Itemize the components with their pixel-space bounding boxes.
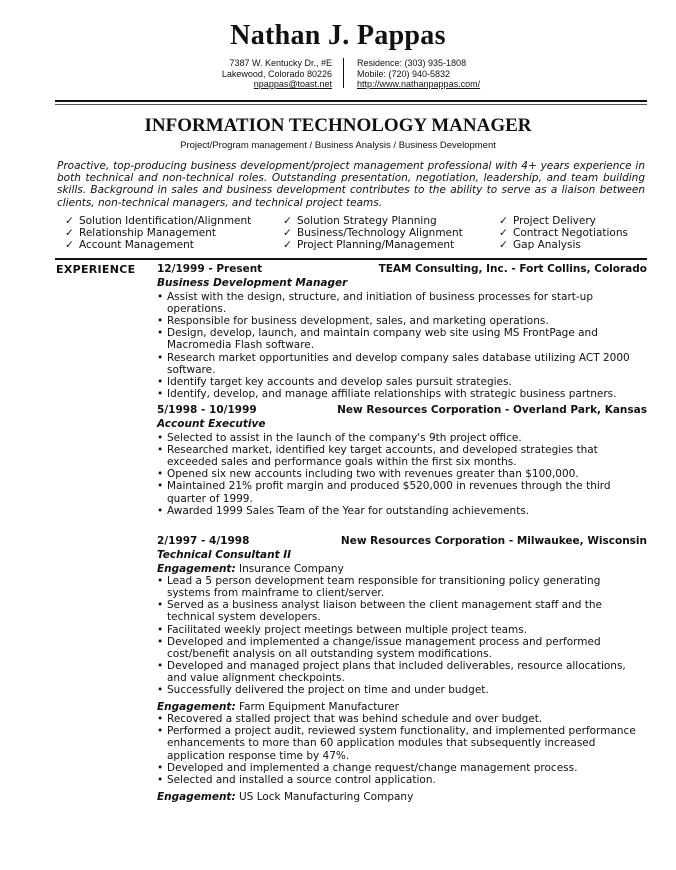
contact-phones — [357, 58, 480, 90]
skill-item: ✓ Business/Technology Alignment — [283, 227, 463, 240]
job-title: Technical Consultant II — [157, 549, 292, 561]
bullet-item: • Opened six new accounts including two with revenues greater than $100,000. — [157, 468, 647, 480]
bullet-item: • Identify target key accounts and develop sales pursuit strategies. — [157, 376, 647, 388]
check-icon: ✓ — [283, 239, 292, 252]
engagement-block — [157, 563, 647, 696]
header-rule-thick — [55, 100, 647, 102]
bullet-item: • Design, develop, launch, and maintain company web site using MS FrontPage and Macromedia Flash software. — [157, 327, 647, 351]
job-title: Business Development Manager — [157, 277, 348, 289]
engagement-block — [157, 791, 647, 803]
engagement-client: Insurance Company — [239, 563, 344, 576]
engagement-bullets — [157, 713, 647, 786]
summary-paragraph: Proactive, top-producing business development/project management professional with 4+ years experience in both technical and non-technical roles. Outstanding presentation, negotiation, leadership, and team building skills. Background in sales and business development contributes to the ability to serve as a liaison between clients, non-technical managers, and technical project teams. — [57, 160, 645, 209]
bullet-item: • Selected to assist in the launch of the company's 9th project office. — [157, 432, 647, 444]
check-icon: ✓ — [65, 227, 74, 240]
candidate-name: Nathan J. Pappas — [230, 20, 446, 51]
experience-heading: EXPERIENCE — [56, 263, 136, 276]
address-line-1: 7387 W. Kentucky Dr., #E — [229, 58, 332, 68]
residence-phone: Residence: (303) 935-1808 — [357, 58, 467, 68]
skill-item: ✓ Project Planning/Management — [283, 239, 455, 252]
skill-item: ✓ Account Management — [65, 239, 194, 252]
bullet-item: • Research market opportunities and develop company sales database utilizing ACT 2000 software. — [157, 352, 647, 376]
contact-divider — [343, 58, 344, 88]
experience-rule — [55, 258, 647, 260]
job-dates: 5/1998 - 10/1999 — [157, 404, 257, 416]
bullet-item: • Developed and implemented a change request/change management process. — [157, 762, 647, 774]
skills-column-2 — [283, 215, 463, 252]
skills-column-3 — [499, 215, 628, 252]
skill-item: ✓ Relationship Management — [65, 227, 216, 240]
check-icon: ✓ — [283, 227, 292, 240]
bullet-item: • Performed a project audit, reviewed system functionality, and implemented performance enhancements to more than 60 application modules that subsequently increased application response time by 47%. — [157, 725, 647, 761]
job-company: TEAM Consulting, Inc. - Fort Collins, Colorado — [378, 263, 647, 275]
job-dates: 12/1999 - Present — [157, 263, 263, 275]
mobile-phone: Mobile: (720) 940-5832 — [357, 68, 451, 79]
engagement-label: Engagement: — [157, 790, 236, 803]
bullet-item: • Identify, develop, and manage affiliate relationships with strategic business partners. — [157, 388, 647, 400]
check-icon: ✓ — [283, 215, 292, 227]
skill-item: ✓ Solution Identification/Alignment — [65, 215, 252, 227]
header-rule-thin — [55, 104, 647, 105]
resume-subtitle: Project/Program management / Business Analysis / Business Development — [180, 140, 496, 151]
check-icon: ✓ — [499, 239, 508, 252]
bullet-item: • Responsible for business development, sales, and marketing operations. — [157, 315, 647, 327]
check-icon: ✓ — [499, 227, 508, 240]
website-link[interactable]: http://www.nathanpappas.com/ — [357, 79, 481, 89]
bullet-item: • Facilitated weekly project meetings between multiple project teams. — [157, 624, 647, 636]
check-icon: ✓ — [499, 215, 508, 227]
bullet-item: • Assist with the design, structure, and initiation of business processes for start-up operations. — [157, 291, 647, 315]
engagement-block — [157, 701, 647, 786]
skill-item: ✓ Gap Analysis — [499, 239, 581, 252]
engagement-label: Engagement: — [157, 563, 236, 576]
skill-item: ✓ Project Delivery — [499, 215, 596, 227]
job-header — [157, 535, 647, 548]
contact-address — [222, 58, 332, 90]
engagement-label: Engagement: — [157, 701, 236, 714]
bullet-item: • Selected and installed a source control application. — [157, 774, 647, 786]
bullet-item: • Served as a business analyst liaison between the client management staff and the technical system developers. — [157, 599, 647, 623]
skill-item: ✓ Solution Strategy Planning — [283, 215, 437, 227]
address-line-2: Lakewood, Colorado 80226 — [221, 68, 332, 79]
job-company: New Resources Corporation - Overland Park, Kansas — [337, 404, 647, 416]
job-entry — [157, 263, 647, 400]
job-entry — [157, 535, 647, 803]
engagement-bullets — [157, 575, 647, 696]
bullet-item: • Successfully delivered the project on time and under budget. — [157, 684, 647, 696]
engagement-client: Farm Equipment Manufacturer — [239, 701, 399, 714]
resume-title: INFORMATION TECHNOLOGY MANAGER — [144, 115, 532, 136]
bullet-item: • Recovered a stalled project that was behind schedule and over budget. — [157, 713, 647, 725]
bullet-item: • Lead a 5 person development team responsible for transitioning policy generating systems from mainframe to client/server. — [157, 575, 647, 599]
bullet-item: • Researched market, identified key target accounts, and developed strategies that exceeded sales and performance goals within the first six months. — [157, 444, 647, 468]
skills-column-1 — [65, 215, 251, 252]
bullet-item: • Awarded 1999 Sales Team of the Year for outstanding achievements. — [157, 505, 647, 517]
job-dates: 2/1997 - 4/1998 — [157, 535, 250, 547]
job-entry — [157, 404, 647, 517]
job-bullets — [157, 291, 647, 400]
job-company: New Resources Corporation - Milwaukee, Wisconsin — [340, 535, 647, 547]
job-title: Account Executive — [157, 418, 266, 430]
email-link[interactable]: npappas@toast.net — [253, 79, 332, 89]
bullet-item: • Developed and implemented a change/issue management process and performed cost/benefit analysis on all outstanding system modifications. — [157, 636, 647, 660]
bullet-item: • Developed and managed project plans that included deliverables, resource allocations, and value alignment checkpoints. — [157, 660, 647, 684]
bullet-item: • Maintained 21% profit margin and produced $520,000 in revenues through the third quarter of 1999. — [157, 480, 647, 504]
check-icon: ✓ — [65, 239, 74, 252]
check-icon: ✓ — [65, 215, 74, 227]
engagement-client: US Lock Manufacturing Company — [239, 790, 414, 803]
job-bullets — [157, 432, 647, 517]
job-header — [157, 404, 647, 417]
skill-item: ✓ Contract Negotiations — [499, 227, 628, 240]
job-header — [157, 263, 647, 276]
